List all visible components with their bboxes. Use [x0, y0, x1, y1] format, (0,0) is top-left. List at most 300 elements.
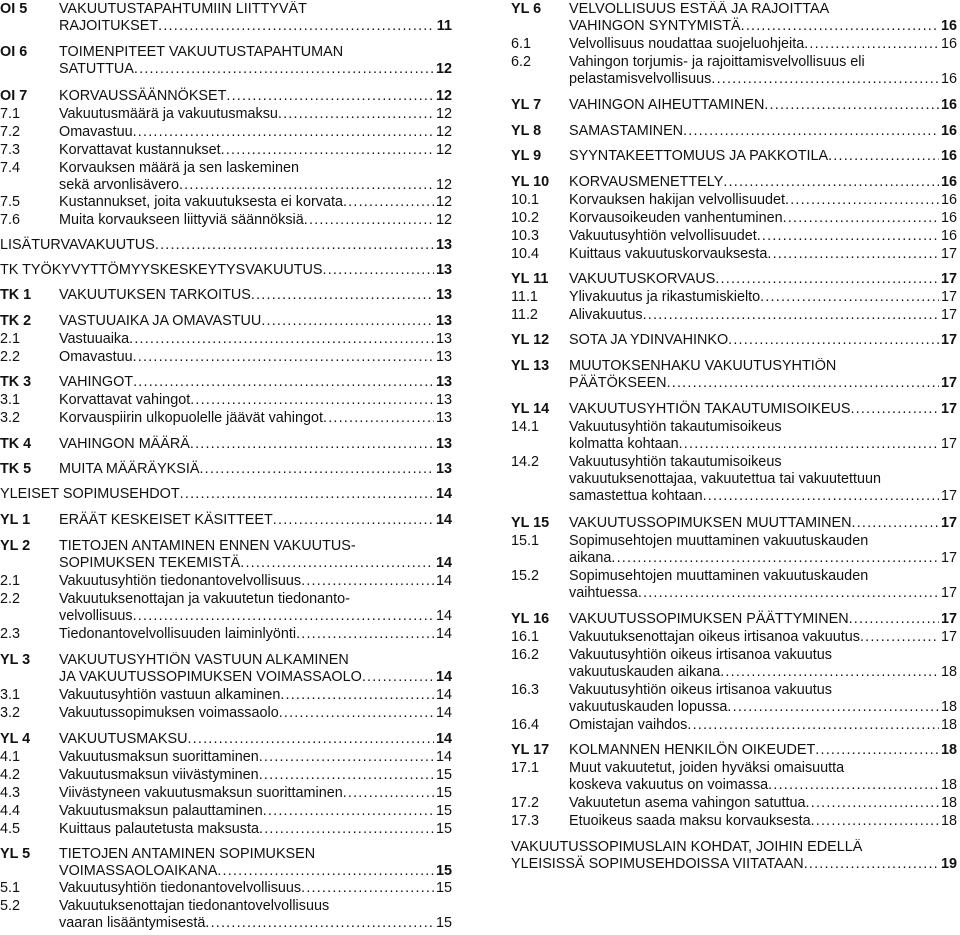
dot-leader: [301, 573, 434, 590]
toc-page-number: 16: [940, 192, 957, 208]
toc-entry-body: [569, 1, 957, 35]
toc-page-number: 17: [940, 375, 957, 391]
toc-entry-title-line: YLEISET SOPIMUSEHDOT: [0, 486, 180, 502]
toc-page-number: 17: [940, 436, 957, 452]
toc-entry-body: [569, 36, 957, 53]
toc-entry-title-line: velvollisuus: [59, 608, 133, 624]
toc-entry-number: 15.2: [511, 568, 540, 584]
dot-leader: [304, 212, 434, 229]
dot-leader: [720, 664, 939, 681]
toc-entry-number: YL 10: [511, 174, 550, 190]
toc-entry: [0, 626, 452, 643]
toc-page-number: 12: [435, 106, 452, 122]
toc-entry-number: 4.4: [0, 803, 21, 819]
toc-entry: [511, 839, 957, 873]
toc-entry: [511, 271, 957, 288]
toc-entry-body: [0, 486, 452, 503]
toc-entry-title-line: MUUTOKSENHAKU VAKUUTUSYHTIÖN: [569, 358, 837, 374]
toc-entry: [0, 124, 452, 141]
toc-page-number: 16: [940, 148, 957, 164]
toc-entry-title-line: TOIMENPITEET VAKUUTUSTAPAHTUMAN: [59, 44, 344, 60]
toc-entry-title-line: Korvausoikeuden vanhentuminen: [569, 210, 783, 226]
toc-page-number: 17: [940, 307, 957, 323]
toc-entry-title-line: Vakuutetun asema vahingon satuttua: [569, 795, 806, 811]
toc-entry-body: [511, 839, 957, 873]
toc-entry-body: [59, 803, 452, 820]
toc-page-number: 12: [435, 61, 452, 77]
toc-entry: [0, 410, 452, 427]
toc-entry-body: [59, 749, 452, 766]
toc-entry-body: [59, 898, 452, 932]
toc-entry-title-line: Omavastuu: [59, 124, 133, 140]
toc-entry: [511, 568, 957, 602]
toc-entry-number: 14.1: [511, 419, 540, 435]
dot-leader: [727, 699, 939, 716]
toc-entry-title-line: TIETOJEN ANTAMINEN ENNEN VAKUUTUS-: [59, 538, 356, 554]
toc-entry-title-line: Korvattavat kustannukset: [59, 142, 221, 158]
toc-entry-title-line: vakuutuskauden lopussa: [569, 699, 728, 715]
dot-leader: [804, 856, 939, 873]
toc-entry-title-line: Vakuutusmaksun viivästyminen: [59, 767, 259, 783]
dot-leader: [134, 61, 434, 78]
toc-entry-number: 2.1: [0, 573, 21, 589]
toc-entry-title-line: Kustannukset, joita vakuutuksesta ei korvata: [59, 194, 343, 210]
toc-entry: [0, 88, 452, 105]
toc-entry-body: [59, 349, 452, 366]
toc-entry-number: 5.2: [0, 898, 21, 914]
toc-entry-title-line: VAKUUTUKSEN TARKOITUS: [59, 287, 251, 303]
toc-entry-title-line: MUITA MÄÄRÄYKSIÄ: [59, 461, 200, 477]
toc-entry-body: [569, 123, 957, 140]
dot-leader: [723, 174, 939, 191]
toc-entry-title-line: Omistajan vaihdos: [569, 717, 688, 733]
toc-entry-number: 2.1: [0, 331, 21, 347]
dot-leader: [221, 142, 434, 159]
toc-entry-title-line: KORVAUSSÄÄNNÖKSET: [59, 88, 227, 104]
toc-entry-body: [569, 454, 957, 505]
toc-entry-title-line: vaaran lisääntymisestä: [59, 915, 206, 931]
toc-entry-title-line: VAHINGON AIHEUTTAMINEN: [569, 97, 765, 113]
toc-entry-title-line: VAKUUTUSKORVAUS: [569, 271, 716, 287]
toc-entry-number: 7.6: [0, 212, 21, 228]
toc-entry-number: 3.1: [0, 392, 21, 408]
toc-entry-title-line: JA VAKUUTUSSOPIMUKSEN VOIMASSAOLO: [59, 669, 362, 685]
toc-entry-number: YL 11: [511, 271, 549, 287]
toc-entry: [511, 401, 957, 418]
toc-entry-title-line: Vastuuaika: [59, 331, 130, 347]
toc-entry: [0, 652, 452, 686]
dot-leader: [343, 785, 434, 802]
toc-entry-number: 7.4: [0, 160, 21, 176]
dot-leader: [205, 915, 434, 932]
toc-entry: [511, 289, 957, 306]
toc-entry-body: [59, 331, 452, 348]
toc-entry-title-line: RAJOITUKSET: [59, 18, 159, 34]
toc-entry-title-line: Vakuutusyhtiön takautumisoikeus: [569, 419, 782, 435]
toc-entry: [0, 803, 452, 820]
toc-entry: [0, 106, 452, 123]
toc-entry-body: [59, 461, 452, 478]
toc-entry-number: TK 5: [0, 461, 32, 477]
toc-entry-title-line: Etuoikeus saada maksu korvauksesta: [569, 813, 811, 829]
toc-entry-number: TK 1: [0, 287, 32, 303]
toc-entry: [0, 44, 452, 78]
toc-entry: [0, 512, 452, 529]
toc-page-number: 15: [435, 915, 452, 931]
toc-entry-body: [59, 512, 452, 529]
toc-entry: [511, 795, 957, 812]
toc-page-number: 12: [435, 212, 452, 228]
toc-entry-body: [0, 262, 452, 279]
dot-leader: [806, 795, 939, 812]
toc-entry: [0, 573, 452, 590]
toc-entry-title-line: vakuutuskauden aikana: [569, 664, 721, 680]
toc-entry: [0, 749, 452, 766]
toc-entry-number: 10.4: [511, 246, 540, 262]
toc-entry-body: [569, 174, 957, 191]
toc-entry-title-line: KOLMANNEN HENKILÖN OIKEUDET: [569, 742, 816, 758]
toc-entry: [0, 785, 452, 802]
toc-page-number: 13: [435, 392, 452, 408]
toc-entry: [0, 160, 452, 194]
toc-entry-title-line: Sopimusehtojen muuttaminen vakuutuskauden: [569, 568, 869, 584]
toc-entry-body: [0, 237, 452, 254]
toc-entry-number: 2.2: [0, 349, 21, 365]
toc-entry-title-line: vakuutuksenottajaa, vakuutettua tai vakuutettuun: [569, 471, 882, 487]
toc-entry-body: [59, 785, 452, 802]
toc-entry: [0, 898, 452, 932]
dot-leader: [259, 749, 434, 766]
dot-leader: [728, 332, 939, 349]
toc-entry-number: YL 17: [511, 742, 550, 758]
toc-page-number: 15: [435, 785, 452, 801]
toc-entry-title-line: Ylivakuutus ja rikastumiskielto: [569, 289, 761, 305]
dot-leader: [852, 515, 939, 532]
toc-entry-number: 16.4: [511, 717, 540, 733]
toc-entry-body: [59, 687, 452, 704]
toc-entry: [511, 210, 957, 227]
toc-page-number: 18: [940, 777, 957, 793]
toc-entry-title-line: Sopimusehtojen muuttaminen vakuutuskauden: [569, 533, 869, 549]
toc-entry-number: 7.1: [0, 106, 21, 122]
toc-entry-body: [569, 717, 957, 734]
toc-entry-number: TK 2: [0, 313, 32, 329]
toc-entry-number: 7.5: [0, 194, 21, 210]
dot-leader: [783, 210, 939, 227]
toc-entry-body: [59, 880, 452, 897]
toc-entry-number: YL 5: [0, 846, 31, 862]
toc-entry-number: YL 14: [511, 401, 550, 417]
toc-entry-number: YL 6: [511, 1, 542, 17]
toc-entry-title-line: Korvauspiirin ulkopuolelle jäävät vahingot: [59, 410, 323, 426]
toc-entry: [0, 486, 452, 503]
toc-entry-number: 4.2: [0, 767, 21, 783]
toc-page-number: 13: [435, 374, 452, 390]
toc-entry-title-line: Vahingon torjumis- ja rajoittamisvelvollisuus eli: [569, 54, 865, 70]
toc-entry: [511, 36, 957, 53]
toc-entry-body: [59, 410, 452, 427]
toc-entry-body: [59, 44, 452, 78]
toc-entry-number: YL 16: [511, 611, 550, 627]
toc-entry-title-line: samastettua kohtaan: [569, 488, 703, 504]
toc-entry-number: YL 12: [511, 332, 550, 348]
toc-entry: [511, 332, 957, 349]
toc-entry-body: [569, 533, 957, 567]
toc-page-number: 18: [940, 795, 957, 811]
toc-entry-body: [569, 742, 957, 759]
toc-entry-title-line: Vakuutusmäärä ja vakuutusmaksu: [59, 106, 278, 122]
toc-page-number: 14: [435, 687, 452, 703]
toc-entry: [0, 392, 452, 409]
toc-entry-title-line: Vakuutusmaksun palauttaminen: [59, 803, 263, 819]
toc-page-number: 18: [940, 717, 957, 733]
toc-entry-body: [59, 212, 452, 229]
toc-entry-number: 4.1: [0, 749, 21, 765]
dot-leader: [638, 585, 939, 602]
toc-entry-title-line: Vakuutuksenottajan ja vakuutetun tiedonanto-: [59, 591, 350, 607]
toc-entry-title-line: VAKUUTUSSOPIMUKSEN MUUTTAMINEN: [569, 515, 852, 531]
toc-entry-number: 11.1: [511, 289, 538, 305]
dot-leader: [217, 863, 434, 880]
toc-entry-title-line: Viivästyneen vakuutusmaksun suorittaminen: [59, 785, 343, 801]
dot-leader: [155, 237, 434, 254]
toc-entry-title-line: VAHINGON SYNTYMISTÄ: [569, 18, 741, 34]
toc-entry-body: [569, 54, 957, 88]
dot-leader: [760, 289, 939, 306]
toc-entry-number: YL 3: [0, 652, 31, 668]
toc-entry: [511, 307, 957, 324]
toc-page-number: 17: [940, 550, 957, 566]
toc-entry-body: [59, 705, 452, 722]
toc-entry: [0, 436, 452, 453]
toc-page-number: 18: [940, 742, 957, 758]
dot-leader: [785, 192, 939, 209]
toc-entry-number: 17.1: [511, 760, 540, 776]
toc-entry: [0, 142, 452, 159]
toc-entry-body: [569, 332, 957, 349]
toc-entry-number: 16.2: [511, 647, 540, 663]
toc-entry: [0, 237, 452, 254]
toc-entry-body: [59, 313, 452, 330]
toc-entry-body: [569, 192, 957, 209]
toc-entry-number: 5.1: [0, 880, 21, 896]
toc-entry-body: [59, 142, 452, 159]
toc-page-number: 14: [435, 486, 452, 502]
toc-entry-title-line: YLEISISSÄ SOPIMUSEHDOISSA VIITATAAN: [511, 856, 804, 872]
dot-leader: [261, 313, 434, 330]
toc-entry: [0, 349, 452, 366]
toc-entry: [0, 846, 452, 880]
dot-leader: [828, 148, 939, 165]
toc-entry: [0, 687, 452, 704]
toc-entry-title-line: SATUTTUA: [59, 61, 134, 77]
dot-leader: [815, 742, 939, 759]
toc-entry: [511, 358, 957, 392]
toc-page-number: 12: [435, 124, 452, 140]
toc-entry-body: [59, 626, 452, 643]
toc-entry-number: YL 9: [511, 148, 542, 164]
toc-entry-number: 10.3: [511, 228, 540, 244]
toc-entry-body: [59, 287, 452, 304]
toc-page-number: 15: [435, 880, 452, 896]
toc-entry-title-line: SOPIMUKSEN TEKEMISTÄ: [59, 555, 241, 571]
dot-leader: [343, 194, 434, 211]
toc-entry-body: [569, 401, 957, 418]
dot-leader: [279, 705, 434, 722]
toc-entry-body: [59, 88, 452, 105]
toc-page-number: 16: [940, 174, 957, 190]
toc-page-number: 14: [435, 731, 452, 747]
toc-page-number: 14: [435, 749, 452, 765]
toc-entry: [511, 174, 957, 191]
dot-leader: [757, 228, 939, 245]
dot-leader: [643, 307, 939, 324]
toc-entry-title-line: LISÄTURVAVAKUUTUS: [0, 237, 155, 253]
dot-leader: [683, 123, 939, 140]
toc-entry: [511, 454, 957, 505]
dot-leader: [741, 18, 939, 35]
toc-entry-number: TK 3: [0, 374, 32, 390]
toc-entry: [511, 533, 957, 567]
dot-leader: [711, 71, 939, 88]
dot-leader: [280, 687, 434, 704]
toc-page-number: 18: [940, 664, 957, 680]
dot-leader: [273, 512, 434, 529]
toc-entry: [511, 246, 957, 263]
toc-entry: [0, 821, 452, 838]
toc-entry: [0, 287, 452, 304]
toc-page-number: 16: [940, 97, 957, 113]
toc-entry: [511, 97, 957, 114]
toc-entry-body: [569, 307, 957, 324]
toc-entry-title-line: Vakuutussopimuksen voimassaolo: [59, 705, 279, 721]
toc-entry-body: [59, 573, 452, 590]
toc-entry-body: [59, 194, 452, 211]
toc-entry-number: 16.3: [511, 682, 540, 698]
toc-entry-title-line: Vakuutusyhtiön vastuun alkaminen: [59, 687, 281, 703]
toc-entry: [511, 611, 957, 628]
toc-entry-body: [569, 228, 957, 245]
toc-entry-number: YL 13: [511, 358, 550, 374]
toc-page-number: 13: [435, 410, 452, 426]
dot-leader: [804, 36, 939, 53]
toc-entry-title-line: TIETOJEN ANTAMINEN SOPIMUKSEN: [59, 846, 316, 862]
toc-page-number: 16: [940, 18, 957, 34]
toc-entry-title-line: Kuittaus vakuutuskorvauksesta: [569, 246, 768, 262]
toc-entry: [511, 228, 957, 245]
toc-entry-body: [569, 813, 957, 830]
toc-entry-title-line: KORVAUSMENETTELY: [569, 174, 724, 190]
toc-entry-number: 17.3: [511, 813, 540, 829]
toc-entry-number: OI 5: [0, 1, 28, 17]
toc-entry-number: 6.1: [511, 36, 532, 52]
toc-page-number: 16: [940, 71, 957, 87]
toc-page-number: 14: [435, 512, 452, 528]
toc-entry-number: 7.2: [0, 124, 21, 140]
toc-entry-title-line: ERÄÄT KESKEISET KÄSITTEET: [59, 512, 273, 528]
toc-entry: [511, 1, 957, 35]
toc-page-number: 13: [435, 287, 452, 303]
toc-entry-title-line: TK TYÖKYVYTTÖMYYSKESKEYTYSVAKUUTUS: [0, 262, 323, 278]
toc-entry-title-line: sekä arvonlisävero: [59, 177, 179, 193]
toc-entry-title-line: VAKUUTUSSOPIMUKSEN PÄÄTTYMINEN: [569, 611, 849, 627]
toc-page-number: 13: [435, 262, 452, 278]
dot-leader: [860, 629, 939, 646]
toc-entry-title-line: VAHINGON MÄÄRÄ: [59, 436, 190, 452]
toc-entry-number: OI 6: [0, 44, 28, 60]
toc-page-number: 13: [435, 313, 452, 329]
dot-leader: [133, 124, 434, 141]
toc-entry-number: 6.2: [511, 54, 532, 70]
dot-leader: [679, 436, 939, 453]
toc-entry-title-line: VELVOLLISUUS ESTÄÄ JA RAJOITTAA: [569, 1, 830, 17]
toc-entry-title-line: Omavastuu: [59, 349, 133, 365]
toc-entry: [511, 515, 957, 532]
toc-entry-body: [59, 731, 452, 748]
dot-leader: [251, 287, 434, 304]
toc-entry-number: 3.1: [0, 687, 21, 703]
dot-leader: [278, 106, 434, 123]
dot-leader: [240, 555, 434, 572]
toc-entry-title-line: VAKUUTUSYHTIÖN VASTUUN ALKAMINEN: [59, 652, 349, 668]
toc-entry-body: [59, 846, 452, 880]
toc-entry: [0, 262, 452, 279]
toc-entry-number: OI 7: [0, 88, 28, 104]
toc-entry-title-line: pelastamisvelvollisuus: [569, 71, 712, 87]
toc-entry-title-line: VASTUUAIKA JA OMAVASTUU: [59, 313, 262, 329]
toc-entry-body: [59, 160, 452, 194]
dot-leader: [715, 271, 939, 288]
toc-page-number: 16: [940, 210, 957, 226]
dot-leader: [190, 436, 434, 453]
toc-entry-number: 3.2: [0, 410, 21, 426]
toc-entry-title-line: Vakuutusyhtiön oikeus irtisanoa vakuutus: [569, 647, 832, 663]
toc-entry-body: [569, 289, 957, 306]
toc-entry-number: YL 15: [511, 515, 550, 531]
toc-entry: [0, 374, 452, 391]
toc-page-number: 14: [435, 608, 452, 624]
toc-page-number: 17: [940, 271, 957, 287]
toc-entry-number: TK 4: [0, 436, 32, 452]
toc-page-number: 14: [435, 626, 452, 642]
dot-leader: [764, 97, 939, 114]
dot-leader: [667, 375, 939, 392]
toc-entry: [0, 538, 452, 572]
toc-entry-body: [59, 1, 452, 35]
toc-entry-title-line: Korvauksen määrä ja sen laskeminen: [59, 160, 299, 176]
toc-entry-title-line: Vakuutusyhtiön takautumisoikeus: [569, 454, 782, 470]
toc-page-number: 17: [940, 246, 957, 262]
toc-entry-body: [59, 124, 452, 141]
toc-page-number: 19: [940, 856, 957, 872]
toc-entry: [0, 705, 452, 722]
toc-entry-body: [569, 611, 957, 628]
toc-entry-title-line: Vakuutusmaksun suorittaminen: [59, 749, 259, 765]
toc-page-number: 15: [435, 767, 452, 783]
dot-leader: [190, 392, 434, 409]
toc-entry: [511, 760, 957, 794]
toc-page-number: 12: [435, 177, 452, 193]
toc-page-number: 16: [940, 36, 957, 52]
toc-entry-title-line: Kuittaus palautetusta maksusta: [59, 821, 259, 837]
toc-entry-title-line: Vakuutuksenottajan tiedonantovelvollisuus: [59, 898, 330, 914]
toc-entry-number: 2.3: [0, 626, 21, 642]
toc-page-number: 13: [435, 237, 452, 253]
toc-entry-title-line: PÄÄTÖKSEEN: [569, 375, 667, 391]
dot-leader: [767, 246, 939, 263]
toc-entry: [511, 742, 957, 759]
toc-entry-body: [569, 682, 957, 716]
